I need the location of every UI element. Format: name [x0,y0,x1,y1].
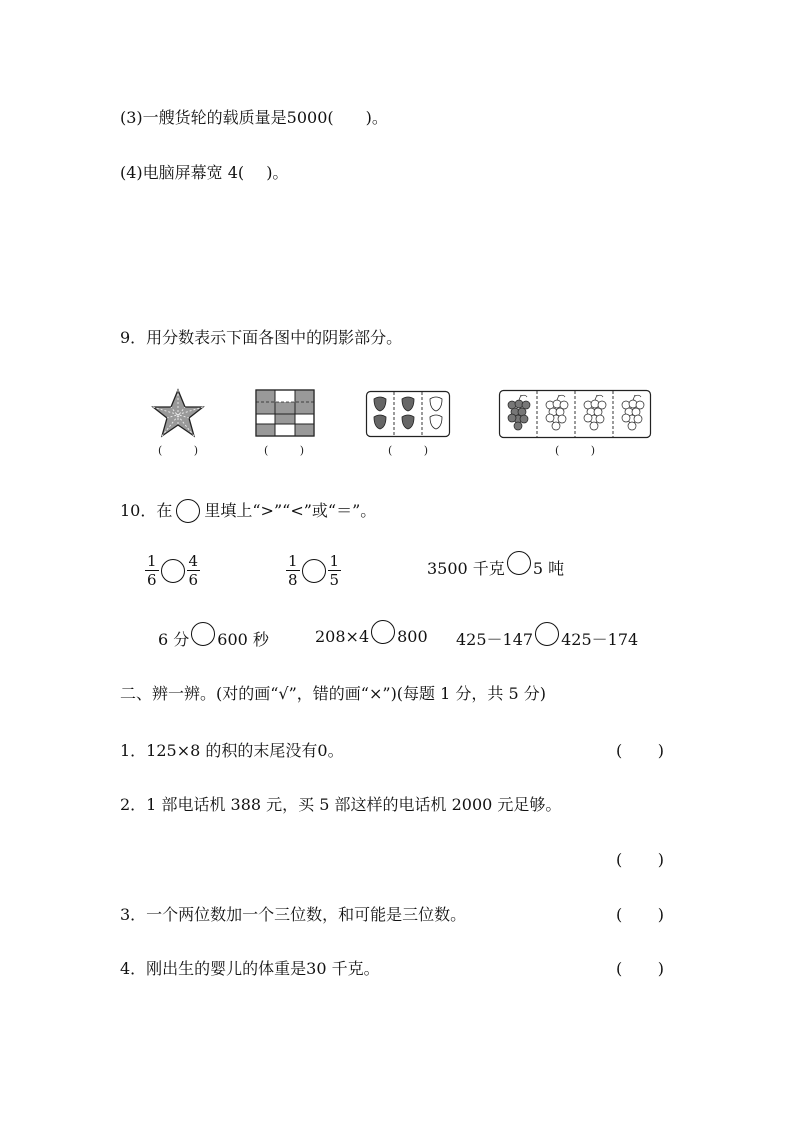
figure-3-answer[interactable]: ( ) [388,444,428,457]
judge-item-2: 2．1 部电话机 388 元，买 5 部这样的电话机 2000 元足够。 [120,795,562,814]
q8-item-4: (4)电脑屏幕宽 4( )。 [120,163,289,182]
compare-circle[interactable] [302,559,326,583]
compare-item [145,552,200,589]
judge-answer-4[interactable]: ( ) [616,959,664,978]
compare-circle[interactable] [191,622,215,646]
circle-icon [176,499,200,523]
compare-item: 6 分 600 秒 [158,627,269,650]
compare-item: 208×4 800 [315,627,428,646]
star-icon [150,388,206,440]
q9-title: 9．用分数表示下面各图中的阴影部分。 [120,328,403,347]
compare-item [286,552,341,589]
grape-box-figure [499,390,651,438]
q10-title: 10．在 里填上“>”“<”或“＝”。 [120,499,376,523]
strawberry-box-figure [366,391,450,437]
fraction-right: $\frac{1}{5}$ [329,552,340,589]
compare-circle[interactable] [371,620,395,644]
compare-circle[interactable] [535,622,559,646]
figure-1-answer[interactable]: ( ) [158,444,198,457]
compare-circle[interactable] [161,559,185,583]
judge-answer-2[interactable]: ( ) [616,850,664,869]
compare-item: 3500 千克 5 吨 [427,556,564,579]
judge-answer-1[interactable]: ( ) [616,741,664,760]
fraction-left: $\frac{1}{6}$ [147,552,157,589]
section-2-title: 二、辨一辨。(对的画“√”，错的画“×”)(每题 1 分，共 5 分) [120,684,546,703]
shaded-grid-figure [256,390,314,436]
figure-4-answer[interactable]: ( ) [555,444,595,457]
fraction-left: $\frac{1}{8}$ [288,552,298,589]
compare-circle[interactable] [507,551,531,575]
judge-item-4: 4．刚出生的婴儿的体重是30 千克。 [120,959,380,978]
q8-item-3: (3)一艘货轮的载质量是5000( )。 [120,108,388,127]
judge-answer-3[interactable]: ( ) [616,905,664,924]
judge-item-1: 1．125×8 的积的末尾没有0。 [120,741,344,760]
judge-item-3: 3．一个两位数加一个三位数，和可能是三位数。 [120,905,467,924]
figure-2-answer[interactable]: ( ) [264,444,304,457]
compare-item: 425－147 425－174 [456,627,638,650]
fraction-right: $\frac{4}{6}$ [188,552,199,589]
